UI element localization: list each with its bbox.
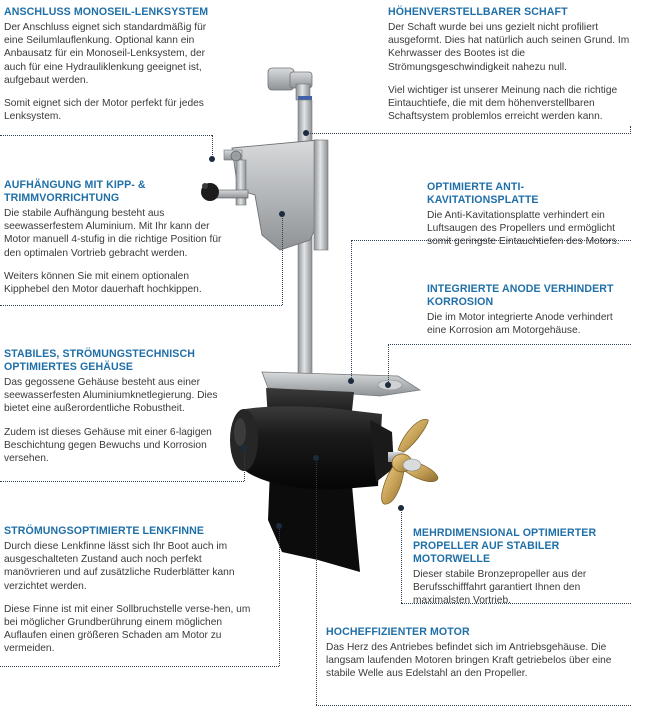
leader-line-anode — [388, 344, 631, 345]
leader-line-motor — [316, 458, 317, 705]
leader-dot-aufhaengung — [279, 211, 285, 217]
section-title — [4, 348, 222, 374]
section-anschluss — [4, 6, 222, 123]
section-title-line: KORROSION — [427, 296, 494, 308]
leader-dot-lenkfinne — [276, 523, 282, 529]
section-title-line: TRIMMVORRICHTUNG — [4, 192, 120, 204]
section-schaft — [388, 6, 638, 123]
section-title-line: PROPELLER AUF STABILER MOTORWELLE — [413, 540, 560, 565]
section-text: Der Schaft wurde bei uns gezielt nicht profiliert ausgeformt. Dies hat natürlich auch seinen Grund. Im Kehrwasser des Bootes ist die Strömungsgeschwindigkeit nahezu null. — [388, 22, 630, 73]
section-title — [413, 527, 635, 566]
section-text: Viel wichtiger ist unserer Meinung nach die richtige Eintauchtiefe, die mit dem höhenverstellbaren Schaftsystem problemlos erreicht werden kann. — [388, 84, 618, 123]
leader-line-motor — [316, 705, 631, 706]
section-text: Weiters können Sie mit einem optionalen Kipphebel den Motor dauerhaft hochkippen. — [4, 270, 202, 296]
section-lenkfinne — [4, 525, 254, 656]
section-title-line: MEHRDIMENSIONAL OPTIMIERTER — [413, 527, 597, 539]
leader-line-gehaeuse — [0, 481, 244, 482]
section-motor — [326, 626, 622, 681]
section-text: Die im Motor integrierte Anode verhindert eine Korrosion am Motorgehäuse. — [427, 312, 613, 337]
section-text: Durch diese Lenkfinne lässt sich Ihr Boot auch im ausgeschalteten Zustand auch noch perfekt manövrieren und auf zusätzliche Ruderblätter kann verzichtet werden. — [4, 541, 235, 592]
leader-line-lenkfinne — [0, 666, 279, 667]
section-propeller — [413, 527, 635, 608]
leader-dot-anschluss — [209, 156, 215, 162]
section-title: HÖHENVERSTELLBARER SCHAFT — [388, 6, 568, 18]
section-title — [4, 179, 226, 205]
leader-line-gehaeuse — [244, 448, 245, 481]
section-kavitation — [427, 181, 633, 249]
section-title: OPTIMIERTE ANTI-KAVITATIONSPLATTE — [427, 181, 539, 206]
section-aufhaengung — [4, 179, 226, 296]
motor-housing — [230, 406, 394, 490]
section-title-line: STABILES, STRÖMUNGSTECHNISCH — [4, 348, 195, 360]
leader-dot-schaft — [303, 130, 309, 136]
section-text: Zudem ist dieses Gehäuse mit einer 6-lagigen Beschichtung gegen Bewuchs und Korrosion versehen. — [4, 426, 212, 465]
leader-line-anschluss — [0, 135, 212, 136]
steering-connector — [268, 68, 312, 102]
leader-dot-propeller — [398, 505, 404, 511]
leader-line-lenkfinne — [279, 526, 280, 666]
section-title-line: INTEGRIERTE ANODE VERHINDERT — [427, 283, 614, 295]
leader-line-propeller — [401, 508, 402, 603]
section-text: Die Anti-Kavitationsplatte verhindert ein Luftsaugen des Propellers und ermöglicht somit geringste Eintauchtiefen des Motors. — [427, 210, 620, 248]
leader-line-anschluss — [212, 135, 213, 157]
section-title-line: OPTIMIERTES GEHÄUSE — [4, 361, 134, 373]
section-title-line: AUFHÄNGUNG MIT KIPP- & — [4, 179, 146, 191]
leader-dot-kavitation — [348, 378, 354, 384]
section-title: STRÖMUNGSOPTIMIERTE LENKFINNE — [4, 525, 205, 537]
section-gehaeuse — [4, 348, 222, 465]
leader-dot-anode — [385, 382, 391, 388]
leader-dot-motor — [313, 455, 319, 461]
leader-line-aufhaengung — [282, 214, 283, 305]
section-text: Dieser stabile Bronzepropeller aus der Berufsschifffahrt garantiert Ihnen den maximalsten Vortrieb. — [413, 569, 587, 607]
leader-line-aufhaengung — [0, 305, 282, 306]
section-title: HOCHEFFIZIENTER MOTOR — [326, 626, 470, 638]
leader-line-anode — [388, 344, 389, 384]
section-text: Die stabile Aufhängung besteht aus seewasserfestem Aluminium. Mit Ihr kann der Motor manuell 4-stufig in die richtige Position für den optimalen Vortrieb gebracht werden. — [4, 208, 222, 259]
section-title: ANSCHLUSS MONOSEIL-LENKSYSTEM — [4, 6, 209, 18]
section-anode — [427, 283, 633, 337]
section-text: Somit eignet sich der Motor perfekt für jedes Lenksystem. — [4, 98, 204, 123]
leader-line-schaft — [630, 126, 631, 134]
section-text: Der Anschluss eignet sich standardmäßig für eine Seilumlauflenkung. Optional kann ein Anbausatz für ein Monoseil-Lenksystem, der auch für eine Hydrauliklenkung geeignet ist, aufgebaut werden. — [4, 22, 207, 86]
leader-dot-gehaeuse — [241, 445, 247, 451]
section-text: Das Herz des Antriebes befindet sich im Antriebsgehäuse. Die langsam laufenden Motoren bringen Kraft getriebelos über eine stabile Welle aus Edelstahl an den Propeller. — [326, 642, 612, 680]
section-text: Das gegossene Gehäuse besteht aus einer seewasserfesten Aluminiumknetlegierung. Dies bietet eine außerordentliche Robustheit. — [4, 377, 218, 415]
leader-line-schaft — [306, 133, 631, 134]
section-title — [427, 283, 633, 309]
section-text: Diese Finne ist mit einer Sollbruchstelle verse-hen, um bei möglicher Grundberührung einem möglichen Auflaufen einen größeren Schaden am Motor zu vermeiden. — [4, 603, 251, 655]
leader-line-kavitation — [351, 240, 352, 380]
